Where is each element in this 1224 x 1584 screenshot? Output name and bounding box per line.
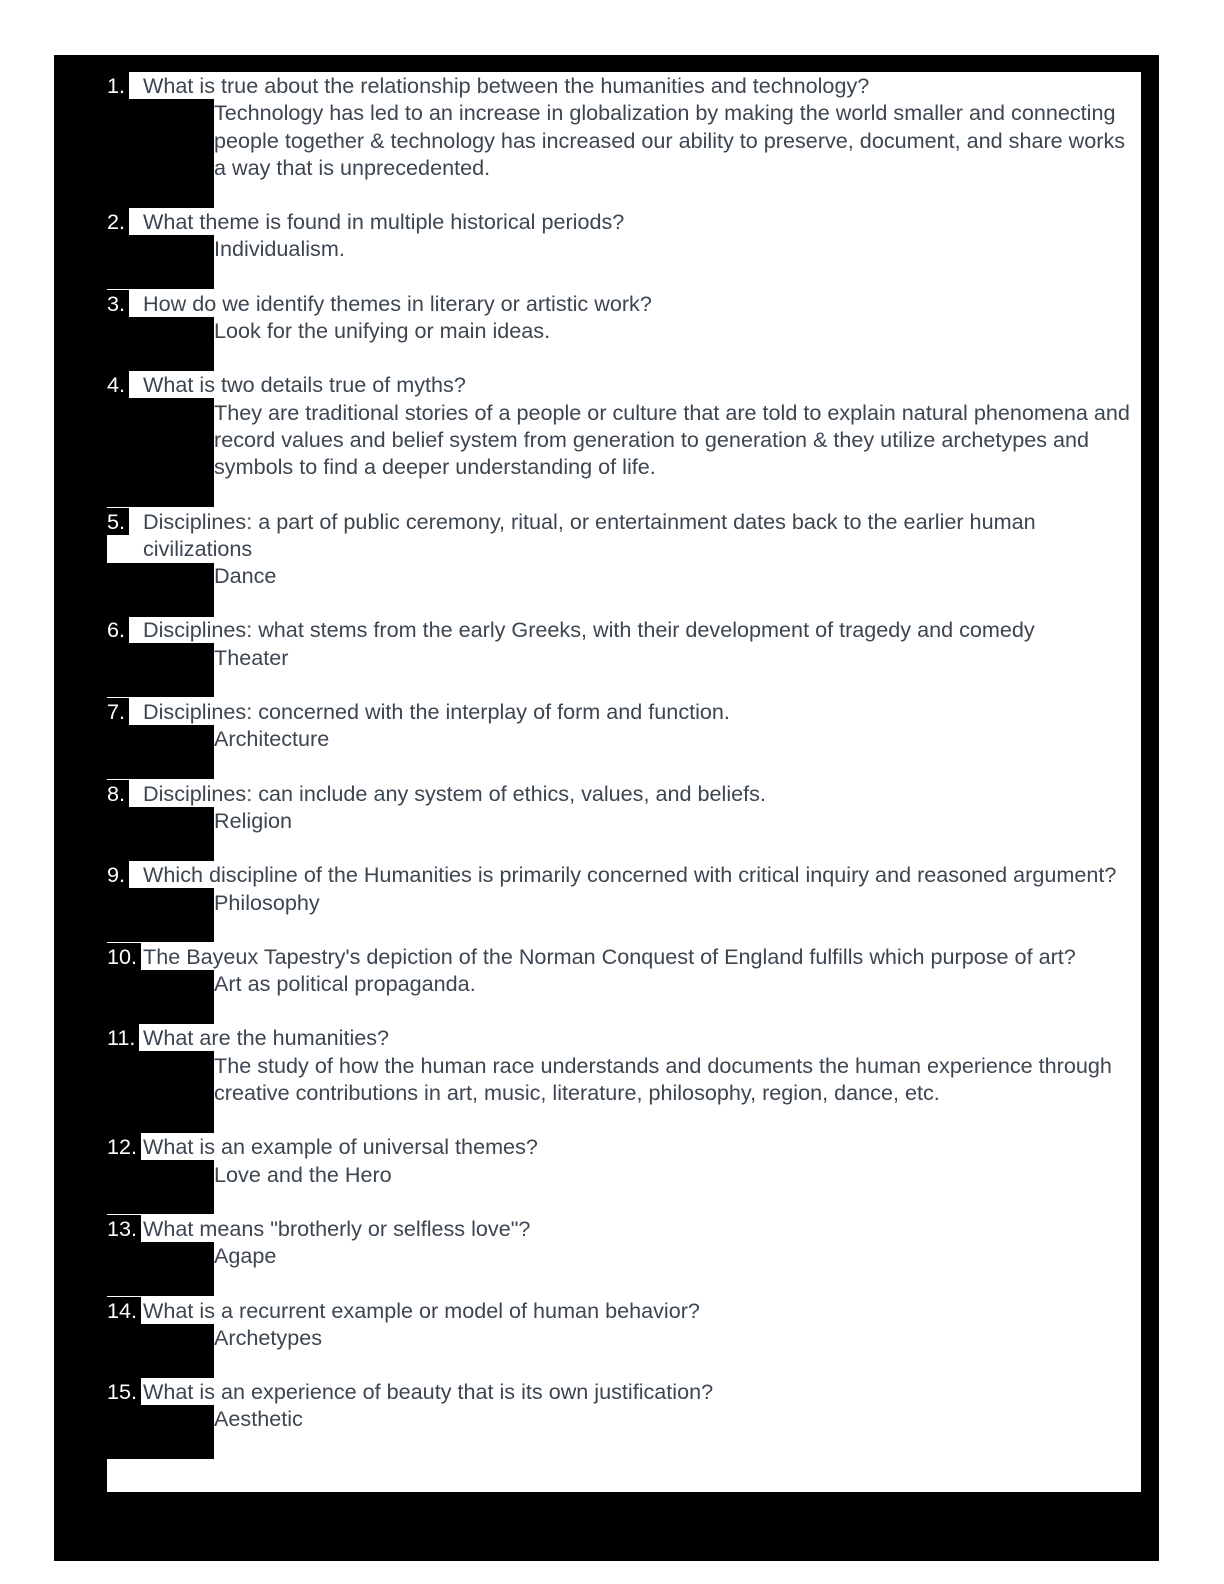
question (107, 1378, 1141, 1405)
question (107, 72, 1141, 99)
answer-text: Love and the Hero (214, 1161, 392, 1187)
qa-item (107, 780, 1141, 835)
redaction-block (107, 1051, 214, 1133)
question-number: 4. (107, 371, 129, 398)
question (107, 698, 1141, 725)
qa-item (107, 943, 1141, 998)
redaction-block (107, 99, 214, 208)
question-text: What theme is found in multiple historical periods? (143, 209, 625, 235)
question-text: How do we identify themes in literary or artistic work? (143, 290, 652, 316)
question-text: Which discipline of the Humanities is primarily concerned with critical inquiry and reasoned argument? (143, 862, 1117, 888)
qa-item (107, 698, 1141, 753)
redaction-block (107, 888, 214, 942)
question (107, 780, 1141, 807)
question (107, 290, 1141, 317)
redaction-block (107, 725, 214, 779)
answer-text: Look for the unifying or main ideas. (214, 318, 551, 344)
question-text: What is an experience of beauty that is its own justification? (143, 1379, 714, 1405)
redaction-block (107, 317, 214, 371)
qa-item (107, 1378, 1141, 1433)
answer-text: Religion (214, 807, 293, 833)
qa-item (107, 1024, 1141, 1106)
qa-item (107, 1133, 1141, 1188)
answer-text: The study of how the human race understands and documents the human experience through creative contributions in art, music, literature, philosophy, region, dance, etc. (214, 1052, 1112, 1106)
question-text: Disciplines: concerned with the interplay of form and function. (143, 699, 730, 725)
question-number: 10. (107, 943, 141, 970)
question (107, 1297, 1141, 1324)
qa-item (107, 616, 1141, 671)
question (107, 616, 1141, 643)
question (107, 1133, 1141, 1160)
question-text: What is true about the relationship between the humanities and technology? (143, 73, 870, 98)
answer-text: Technology has led to an increase in globalization by making the world smaller and connecting people together & technology has increased our ability to preserve, document, and share works a way that is unprecedented. (214, 100, 1126, 180)
qa-item (107, 508, 1141, 590)
redaction-block (107, 1242, 214, 1296)
question-number: 15. (107, 1378, 141, 1405)
question-text: What means "brotherly or selfless love"? (143, 1215, 531, 1241)
question (107, 508, 1141, 563)
answer-text: Agape (214, 1243, 277, 1269)
question (107, 371, 1141, 398)
question-number: 1. (107, 72, 129, 99)
redaction-block (107, 235, 214, 289)
answer-text: Art as political propaganda. (214, 971, 476, 997)
question-number: 14. (107, 1297, 141, 1324)
question-number: 8. (107, 780, 129, 807)
qa-item (107, 861, 1141, 916)
qa-item (107, 1297, 1141, 1352)
question (107, 1024, 1141, 1051)
qa-item (107, 72, 1141, 181)
redaction-block (107, 970, 214, 1024)
redaction-block (107, 1405, 214, 1459)
question-number: 13. (107, 1215, 141, 1242)
question (107, 1215, 1141, 1242)
answer-text: Aesthetic (214, 1406, 303, 1432)
question-number: 11. (107, 1024, 139, 1051)
question-text: What are the humanities? (143, 1025, 390, 1051)
question-text: What is a recurrent example or model of human behavior? (143, 1297, 700, 1323)
question-text: Disciplines: a part of public ceremony, ritual, or entertainment dates back to the earlier human civilizations (143, 508, 1036, 561)
answer-text: Architecture (214, 726, 330, 752)
redaction-block (107, 1324, 214, 1378)
question-text: What is two details true of myths? (143, 372, 466, 398)
answer-text: Theater (214, 644, 289, 670)
question (107, 861, 1141, 888)
question-number: 2. (107, 208, 129, 235)
qa-item (107, 290, 1141, 345)
answer-text: Individualism. (214, 236, 345, 262)
qa-item (107, 208, 1141, 263)
qa-list (107, 72, 1141, 1460)
question-text: Disciplines: can include any system of ethics, values, and beliefs. (143, 780, 766, 806)
question-number: 5. (107, 508, 129, 535)
question-text: Disciplines: what stems from the early Greeks, with their development of tragedy and comedy (143, 617, 1035, 643)
question-number: 7. (107, 698, 129, 725)
redaction-block (107, 643, 214, 697)
answer-text: Dance (214, 563, 277, 589)
redaction-block (107, 807, 214, 861)
question-text: What is an example of universal themes? (143, 1134, 538, 1160)
question-number: 6. (107, 616, 129, 643)
qa-item (107, 1215, 1141, 1270)
qa-item (107, 371, 1141, 480)
question-number: 3. (107, 290, 129, 317)
question-number: 12. (107, 1133, 141, 1160)
redaction-block (107, 563, 214, 617)
question-number: 9. (107, 861, 129, 888)
question (107, 208, 1141, 235)
question-text: The Bayeux Tapestry's depiction of the Norman Conquest of England fulfills which purpose of art? (143, 943, 1076, 969)
answer-text: Philosophy (214, 889, 320, 915)
answer-text: They are traditional stories of a people or culture that are told to explain natural phenomena and record values and belief system from generation to generation & they utilize archetypes and symbols to find a deeper understanding of life. (214, 399, 1130, 480)
redaction-block (107, 398, 214, 507)
redaction-block (107, 1160, 214, 1214)
question (107, 943, 1141, 970)
answer-text: Archetypes (214, 1324, 323, 1350)
document-page (107, 72, 1141, 1492)
